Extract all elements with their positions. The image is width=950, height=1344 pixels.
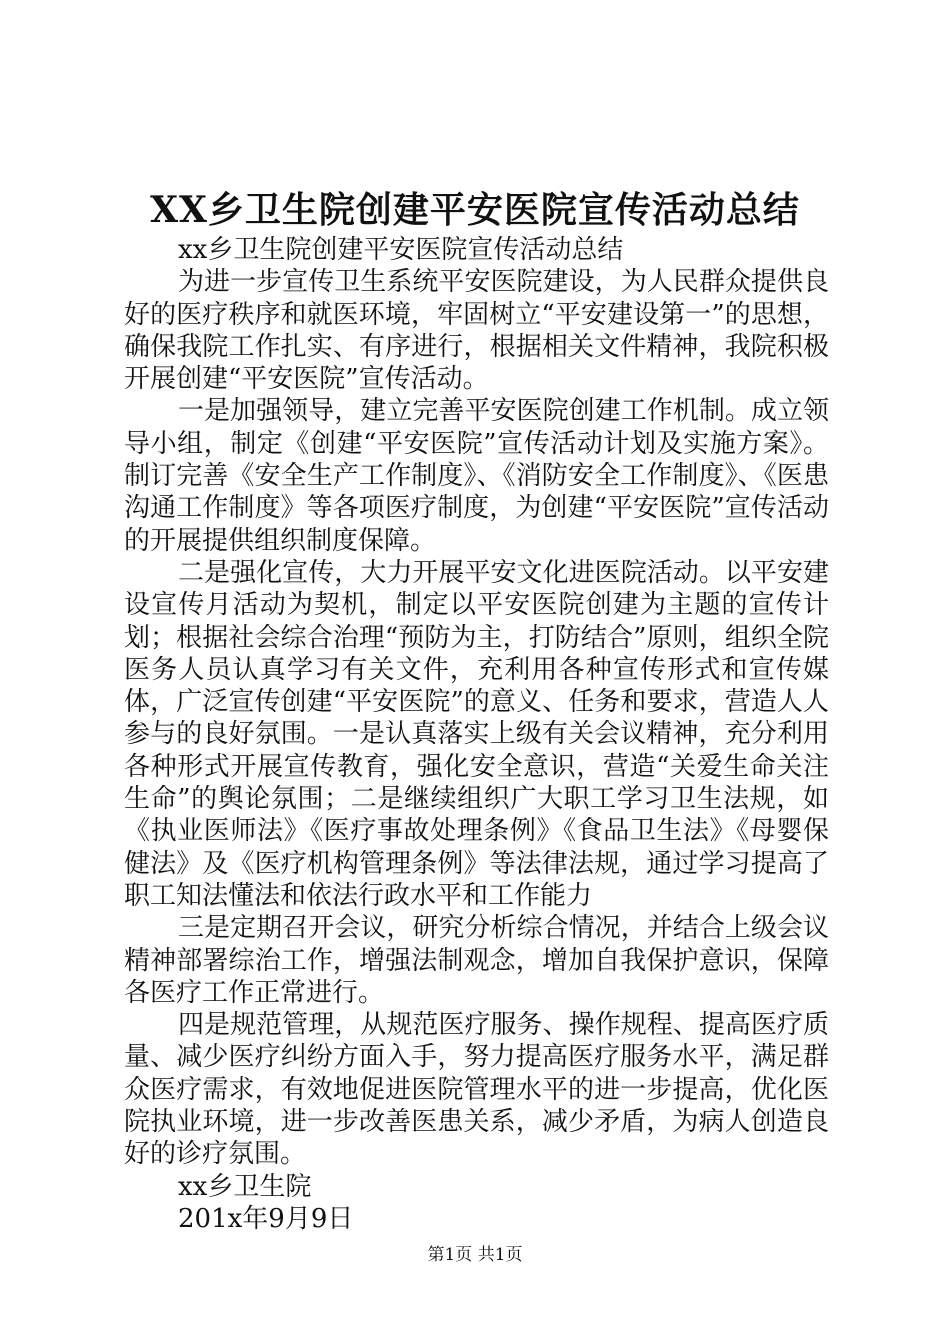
document-title: XX乡卫生院创建平安医院宣传活动总结 <box>150 189 800 231</box>
subtitle-paragraph: xx乡卫生院创建平安医院宣传活动总结 <box>178 235 624 265</box>
section-one-paragraph: 一是加强领导，建立完善平安医院创建工作机制。成立领导小组，制定《创建“平安医院”宣传活动计划及实施方案》。制订完善《安全生产工作制度》、《消防安全工作制度》、《医患沟通工作制度》等各项医疗制度，为创建“平安医院”宣传活动的开展提供组织制度保障。 <box>124 396 829 556</box>
signature-date: 201x年9月9日 <box>178 1203 354 1234</box>
intro-paragraph: 为进一步宣传卫生系统平安医院建设，为人民群众提供良好的医疗秩序和就医环境，牢固树立“平安建设第一”的思想，确保我院工作扎实、有序进行，根据相关文件精神，我院积极开展创建“平安医院”宣传活动。 <box>124 267 829 395</box>
document-body <box>124 234 829 1235</box>
section-two-paragraph: 二是强化宣传，大力开展平安文化进医院活动。以平安建设宣传月活动为契机，制定以平安医院创建为主题的宣传计划；根据社会综合治理“预防为主，打防结合”原则，组织全院医务人员认真学习有关文件，充利用各种宣传形式和宣传媒体，广泛宣传创建“平安医院”的意义、任务和要求，营造人人参与的良好氛围。一是认真落实上级有关会议精神，充分利用各种形式开展宣传教育，强化安全意识，营造“关爱生命关注生命”的舆论氛围；二是继续组织广大职工学习卫生法规，如《执业医师法》《医疗事故处理条例》《食品卫生法》《母婴保健法》及《医疗机构管理条例》等法律法规，通过学习提高了职工知法懂法和依法行政水平和工作能力 <box>124 557 829 911</box>
section-three-paragraph: 三是定期召开会议，研究分析综合情况，并结合上级会议精神部署综治工作，增强法制观念，增加自我保护意识，保障各医疗工作正常进行。 <box>124 913 829 1008</box>
signature-organization: xx乡卫生院 <box>178 1171 312 1202</box>
section-four-paragraph: 四是规范管理，从规范医疗服务、操作规程、提高医疗质量、减少医疗纠纷方面入手，努力提高医疗服务水平，满足群众医疗需求，有效地促进医院管理水平的进一步提高，优化医院执业环境，进一步改善医患关系，减少矛盾，为病人创造良好的诊疗氛围。 <box>124 1010 829 1170</box>
page-number-footer: 第1页 共1页 <box>427 1245 523 1265</box>
